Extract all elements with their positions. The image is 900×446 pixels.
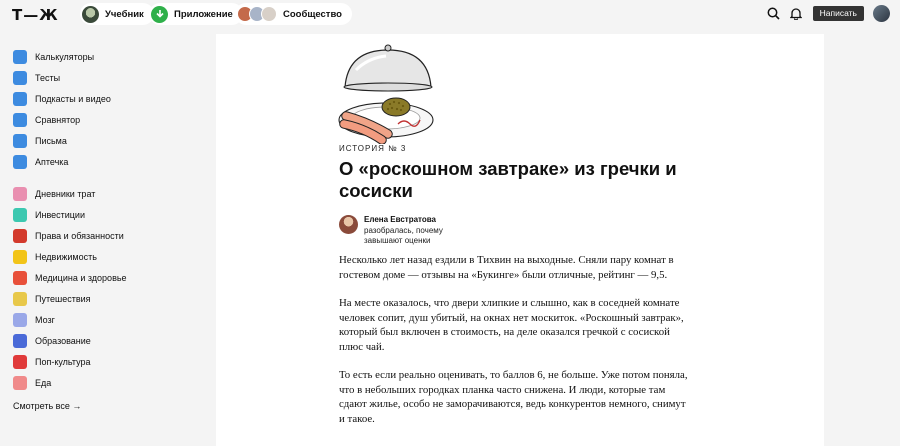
sidebar-item-label: Медицина и здоровье: [35, 272, 127, 283]
header-actions: [761, 4, 890, 22]
medicine-icon: [13, 271, 27, 285]
sidebar-item-label: Калькуляторы: [35, 51, 95, 62]
sidebar-item-label: Письма: [35, 135, 67, 146]
sidebar-item-label: Поп-культура: [35, 356, 91, 367]
search-icon[interactable]: [765, 4, 783, 22]
author-info: [364, 215, 479, 246]
user-avatar[interactable]: [873, 5, 890, 22]
sidebar-item-label: Еда: [35, 377, 52, 388]
sidebar-item-brain[interactable]: [13, 309, 208, 330]
education-icon: [13, 334, 27, 348]
sidebar-item-calculator[interactable]: [13, 46, 208, 67]
compare-icon: [13, 113, 27, 127]
sidebar-item-label: Путешествия: [35, 293, 91, 304]
top-header: [0, 0, 900, 28]
write-button[interactable]: Написать: [813, 6, 864, 21]
download-icon: [151, 6, 168, 23]
article-title: О «роскошном завтраке» из гречки и сосиски: [339, 158, 677, 201]
sidebar-item-travel[interactable]: [13, 288, 208, 309]
nav-community-label: Сообщество: [283, 8, 342, 20]
sidebar-group-tools: [13, 46, 208, 172]
sidebar-item-tests[interactable]: [13, 67, 208, 88]
tests-icon: [13, 71, 27, 85]
site-logo[interactable]: Т—Ж: [12, 6, 59, 24]
avatar: [261, 6, 277, 22]
article-container: [216, 34, 824, 446]
bell-icon[interactable]: [787, 4, 805, 22]
pharmacy-icon: [13, 155, 27, 169]
investments-icon: [13, 208, 27, 222]
sidebar-item-compare[interactable]: [13, 109, 208, 130]
article-paragraph: Несколько лет назад ездили в Тихвин на выходные. Сняли пару комнат в гостевом доме — отзывы на «Букинге» были отличные, рейтинг — 9,5.: [339, 254, 674, 281]
nav-app[interactable]: [149, 3, 243, 25]
nav-community[interactable]: [235, 3, 352, 25]
sidebar-item-education[interactable]: [13, 330, 208, 351]
sidebar: [13, 46, 208, 411]
sidebar-item-realty[interactable]: [13, 246, 208, 267]
pop-culture-icon: [13, 355, 27, 369]
author-avatar[interactable]: [339, 215, 358, 234]
sidebar-item-label: Тесты: [35, 72, 61, 83]
article-paragraph: То есть если реально оценивать, то баллов 6, не больше. Уже потом поняла, что в небольших городках планка часто снижена. И люди, которые там сдают жилье, особо не заморачиваются, ведь конкурентов немного, снимут и такое.: [339, 369, 688, 425]
sidebar-item-pharmacy[interactable]: [13, 151, 208, 172]
calculator-icon: [13, 50, 27, 64]
sidebar-item-food[interactable]: [13, 372, 208, 393]
sidebar-item-label: Права и обязанности: [35, 230, 124, 241]
mail-icon: [13, 134, 27, 148]
sidebar-gap: [13, 172, 208, 183]
travel-icon: [13, 292, 27, 306]
sidebar-item-label: Подкасты и видео: [35, 93, 111, 104]
sidebar-item-pop-culture[interactable]: [13, 351, 208, 372]
brain-icon: [13, 313, 27, 327]
rights-icon: [13, 229, 27, 243]
sidebar-item-rights[interactable]: [13, 225, 208, 246]
nav-app-label: Приложение: [174, 8, 233, 20]
textbook-icon: [82, 6, 99, 23]
sidebar-group-topics: [13, 183, 208, 393]
sidebar-item-label: Образование: [35, 335, 91, 346]
sidebar-item-mail[interactable]: [13, 130, 208, 151]
story-kicker: ИСТОРИЯ № 3: [339, 144, 407, 153]
nav-textbook[interactable]: [80, 3, 154, 25]
sidebar-item-label: Недвижимость: [35, 251, 97, 262]
food-icon: [13, 376, 27, 390]
nav-textbook-label: Учебник: [105, 8, 144, 20]
sidebar-item-investments[interactable]: [13, 204, 208, 225]
author-name[interactable]: Елена Евстратова: [364, 215, 436, 224]
sidebar-item-medicine[interactable]: [13, 267, 208, 288]
sidebar-item-diary[interactable]: [13, 183, 208, 204]
article-body: [339, 253, 691, 440]
sidebar-item-label: Мозг: [35, 314, 55, 325]
breakfast-illustration: [338, 40, 438, 144]
sidebar-item-podcast[interactable]: [13, 88, 208, 109]
author-description: разобралась, почему завышают оценки: [364, 226, 443, 245]
sidebar-item-label: Сравнятор: [35, 114, 81, 125]
sidebar-item-label: Дневники трат: [35, 188, 96, 199]
community-avatars: [237, 6, 277, 22]
author-block: [339, 215, 479, 246]
see-all-link[interactable]: Смотреть все →: [13, 401, 82, 411]
sidebar-item-label: Инвестиции: [35, 209, 85, 220]
diary-icon: [13, 187, 27, 201]
podcast-icon: [13, 92, 27, 106]
realty-icon: [13, 250, 27, 264]
sidebar-item-label: Аптечка: [35, 156, 69, 167]
article-paragraph: На месте оказалось, что двери хлипкие и слышно, как в соседней комнате человек сопит, душ убитый, на окнах нет москиток. «Роскошный завтрак», который был включен в стоимость, на деле оказался гречкой с сосиской плюс чай.: [339, 297, 684, 353]
